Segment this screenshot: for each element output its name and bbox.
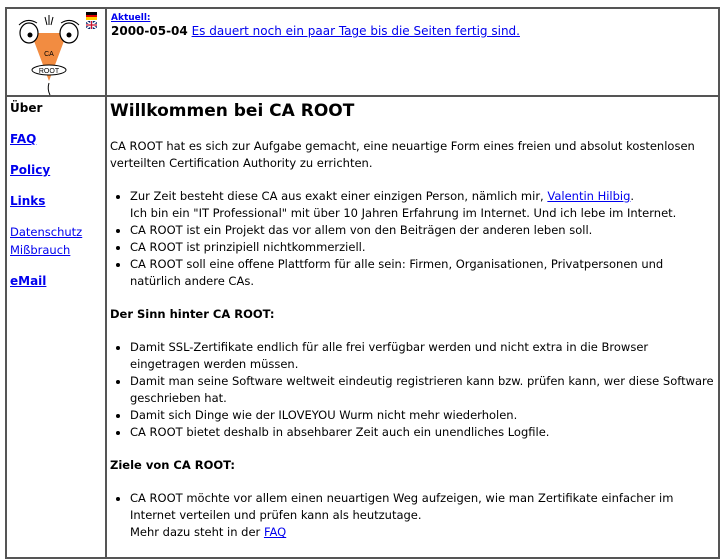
nav-link-links[interactable]: Links <box>10 194 46 208</box>
intro-paragraph: CA ROOT hat es sich zur Aufgabe gemacht, eine neuartige Form eines freien und absolut kostenlosen verteilten Certification Authority zu errichten. <box>110 139 695 170</box>
about-list <box>110 188 714 290</box>
nav-item-ueber: Über <box>10 101 43 115</box>
list-item: • CA ROOT ist prinzipiell nichtkommerziell. <box>130 239 714 256</box>
list-item: • CA ROOT bietet deshalb in absehbarer Zeit auch ein unendliches Logfile. <box>130 424 714 441</box>
nav-link-policy[interactable]: Policy <box>10 163 51 177</box>
faq-inline-link[interactable]: FAQ <box>263 525 287 539</box>
nav-link-faq[interactable]: FAQ <box>10 132 37 146</box>
list-item: • CA ROOT möchte vor allem einen neuartigen Weg aufzeigen, wie man Zertifikate einfacher im Internet verteilen und prüfen kann als heutzutage. Mehr dazu steht in der FAQ <box>130 490 714 541</box>
nav-link-missbrauch[interactable]: Mißbrauch <box>10 243 71 257</box>
page-title: Willkommen bei CA ROOT <box>110 101 355 121</box>
svg-text:ROOT: ROOT <box>38 68 60 75</box>
nav-link-email[interactable]: eMail <box>10 274 47 288</box>
section-heading-ziele: Ziele von CA ROOT: <box>110 458 235 472</box>
sidebar-nav <box>6 96 106 558</box>
list-item: • CA ROOT soll eine offene Plattform für alle sein: Firmen, Organisationen, Privatpersonen und natürlich andere CAs. <box>130 256 714 290</box>
list-item: • CA ROOT ist ein Projekt das vor allem von den Beiträgen der anderen leben soll. <box>130 222 714 239</box>
news-item <box>111 24 714 38</box>
uk-flag-icon[interactable] <box>86 21 97 29</box>
page-layout-table <box>5 7 720 559</box>
list-item: • Damit sich Dinge wie der ILOVEYOU Wurm nicht mehr wiederholen. <box>130 407 714 424</box>
german-flag-icon[interactable] <box>86 12 97 20</box>
list-item: • Zur Zeit besteht diese CA aus exakt einer einzigen Person, nämlich mir, Valentin Hilbig. Ich bin ein "IT Professional" mit über 10 Jahren Erfahrung im Internet. Und ich lebe im Internet. <box>130 188 714 222</box>
nav-link-datenschutz[interactable]: Datenschutz <box>10 225 83 239</box>
logo-cell <box>6 8 106 96</box>
news-item-link[interactable]: Es dauert noch ein paar Tage bis die Seiten fertig sind. <box>191 24 520 38</box>
goals-list <box>110 490 714 541</box>
news-cell <box>106 8 719 96</box>
author-link[interactable]: Valentin Hilbig <box>547 189 631 203</box>
mascot-logo-icon <box>9 11 89 97</box>
list-item: • Damit man seine Software weltweit eindeutig registrieren kann bzw. prüfen kann, wer diese Software geschrieben hat. <box>130 373 714 407</box>
section-heading-sinn: Der Sinn hinter CA ROOT: <box>110 307 275 321</box>
news-title-link[interactable]: Aktuell: <box>111 13 151 23</box>
svg-text:CA: CA <box>44 51 54 58</box>
main-content <box>106 96 719 558</box>
news-date: 2000-05-04 <box>111 24 188 38</box>
list-item: • Damit SSL-Zertifikate endlich für alle frei verfügbar werden und nicht extra in die Browser eingetragen werden müssen. <box>130 339 714 373</box>
purpose-list <box>110 339 714 441</box>
